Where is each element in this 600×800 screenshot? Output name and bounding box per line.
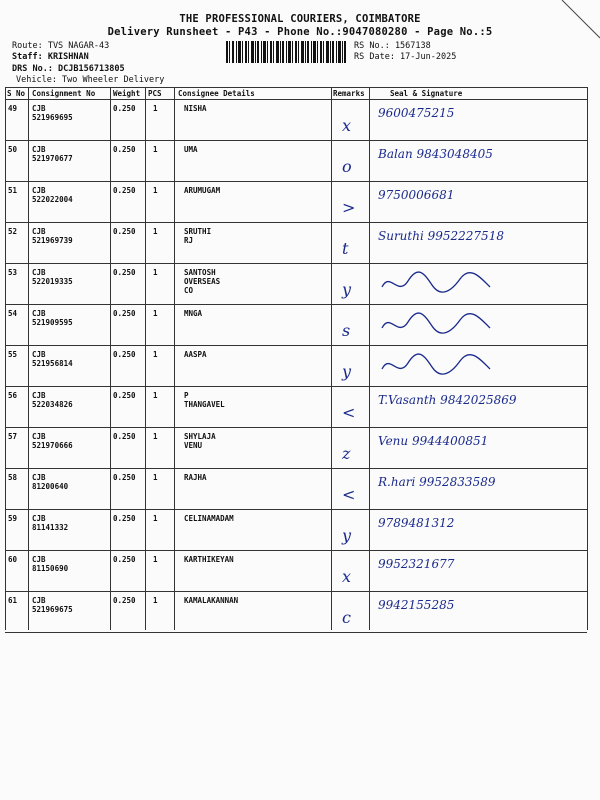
signature: T.Vasanth 9842025869 [378,393,517,407]
signature: 9600475215 [378,106,455,120]
col-header-consignment: Consignment No [32,89,96,98]
row-rule [5,222,587,223]
row-rule [5,468,587,469]
row-sno: 56 [8,391,18,400]
row-consignment-no: CJB 521969739 [32,227,73,245]
row-weight: 0.250 [113,186,136,195]
row-weight: 0.250 [113,555,136,564]
row-sno: 53 [8,268,18,277]
row-pcs: 1 [153,145,158,154]
col-rule [110,87,111,630]
col-rule [369,87,370,630]
row-consignment-no: CJB 522022004 [32,186,73,204]
signature: Suruthi 9952227518 [378,229,504,243]
remark-mark: o [342,157,352,176]
col-header-seal: Seal & Signature [390,89,463,98]
row-consignment-no: CJB 81150690 [32,555,69,573]
row-weight: 0.250 [113,350,136,359]
row-pcs: 1 [153,350,158,359]
row-rule [5,263,587,264]
rs-date: RS Date: 17-Jun-2025 [354,52,457,62]
rs-number: RS No.: 1567138 [354,41,431,51]
row-consignee: UMA [184,145,198,154]
row-sno: 55 [8,350,18,359]
row-pcs: 1 [153,309,158,318]
row-pcs: 1 [153,473,158,482]
row-consignment-no: CJB 521909595 [32,309,73,327]
row-sno: 49 [8,104,18,113]
row-pcs: 1 [153,227,158,236]
row-pcs: 1 [153,514,158,523]
row-weight: 0.250 [113,596,136,605]
row-consignment-no: CJB 521969695 [32,104,73,122]
row-consignee: SANTOSH OVERSEAS CO [184,268,221,295]
row-consignment-no: CJB 521970677 [32,145,73,163]
row-weight: 0.250 [113,227,136,236]
staff-label: Staff: KRISHNAN [12,52,89,62]
row-consignee: SRUTHI RJ [184,227,212,245]
row-consignment-no: CJB 522019335 [32,268,73,286]
row-pcs: 1 [153,596,158,605]
row-consignment-no: CJB 521969675 [32,596,73,614]
signature: 9942155285 [378,598,455,612]
row-sno: 51 [8,186,18,195]
remark-mark: < [342,403,356,422]
col-rule [587,87,588,630]
col-rule [331,87,332,630]
row-rule [5,181,587,182]
signature: 9952321677 [378,557,455,571]
row-rule [5,509,587,510]
row-sno: 54 [8,309,18,318]
row-consignee: NISHA [184,104,207,113]
remark-mark: x [342,567,352,586]
row-rule [5,427,587,428]
remark-mark: x [342,116,352,135]
row-consignee: AASPA [184,350,207,359]
col-header-remarks: Remarks [333,89,365,98]
row-consignee: RAJHA [184,473,207,482]
row-rule [5,550,587,551]
col-rule [174,87,175,630]
row-sno: 52 [8,227,18,236]
row-rule [5,632,587,633]
row-consignee: CELINAMADAM [184,514,234,523]
row-rule [5,591,587,592]
col-rule [145,87,146,630]
drs-label: DRS No.: DCJB156713805 [12,64,125,74]
row-sno: 57 [8,432,18,441]
row-weight: 0.250 [113,473,136,482]
row-consignee: ARUMUGAM [184,186,221,195]
row-sno: 60 [8,555,18,564]
col-header-weight: Weight [113,89,141,98]
row-pcs: 1 [153,268,158,277]
row-pcs: 1 [153,432,158,441]
row-consignee: KAMALAKANNAN [184,596,239,605]
route-label: Route: TVS NAGAR-43 [12,41,110,51]
signature-scribble [380,351,500,381]
remark-mark: > [342,198,356,217]
signature: Venu 9944400851 [378,434,489,448]
remark-mark: c [342,608,351,627]
runsheet-subtitle: Delivery Runsheet - P43 - Phone No.:9047080280 - Page No.:5 [107,26,493,38]
row-consignment-no: CJB 522034826 [32,391,73,409]
col-header-consignee: Consignee Details [178,89,255,98]
row-rule [5,140,587,141]
company-title: THE PROFESSIONAL COURIERS, COIMBATORE [179,13,421,25]
row-rule [5,345,587,346]
remark-mark: y [342,362,352,381]
row-sno: 59 [8,514,18,523]
col-rule [28,87,29,630]
signature: 9750006681 [378,188,455,202]
row-weight: 0.250 [113,391,136,400]
row-consignee: SHYLAJA VENU [184,432,216,450]
remark-mark: y [342,280,352,299]
col-rule [5,87,6,630]
signature: 9789481312 [378,516,455,530]
row-consignment-no: CJB 81141332 [32,514,69,532]
row-weight: 0.250 [113,145,136,154]
row-sno: 61 [8,596,18,605]
row-weight: 0.250 [113,432,136,441]
row-weight: 0.250 [113,268,136,277]
header-bottom-rule [5,99,587,100]
vehicle-label: Vehicle: Two Wheeler Delivery [16,75,165,85]
remark-mark: < [342,485,356,504]
remark-mark: s [342,321,351,340]
remark-mark: y [342,526,352,545]
col-header-sno: S No [7,89,26,98]
row-rule [5,386,587,387]
col-header-pcs: PCS [148,89,162,98]
table-top-rule [5,87,587,88]
row-weight: 0.250 [113,514,136,523]
row-pcs: 1 [153,186,158,195]
row-pcs: 1 [153,104,158,113]
signature-scribble [380,269,500,299]
signature: Balan 9843048405 [378,147,493,161]
row-rule [5,304,587,305]
row-consignment-no: CJB 521956814 [32,350,73,368]
barcode [226,41,346,63]
row-pcs: 1 [153,555,158,564]
remark-mark: z [342,444,351,463]
row-sno: 58 [8,473,18,482]
row-consignee: P THANGAVEL [184,391,225,409]
row-weight: 0.250 [113,309,136,318]
signature-scribble [380,310,500,340]
row-weight: 0.250 [113,104,136,113]
row-consignee: KARTHIKEYAN [184,555,234,564]
row-consignee: MNGA [184,309,203,318]
remark-mark: t [342,239,349,258]
row-sno: 50 [8,145,18,154]
row-consignment-no: CJB 81200640 [32,473,69,491]
row-consignment-no: CJB 521970666 [32,432,73,450]
signature: R.hari 9952833589 [378,475,496,489]
row-pcs: 1 [153,391,158,400]
